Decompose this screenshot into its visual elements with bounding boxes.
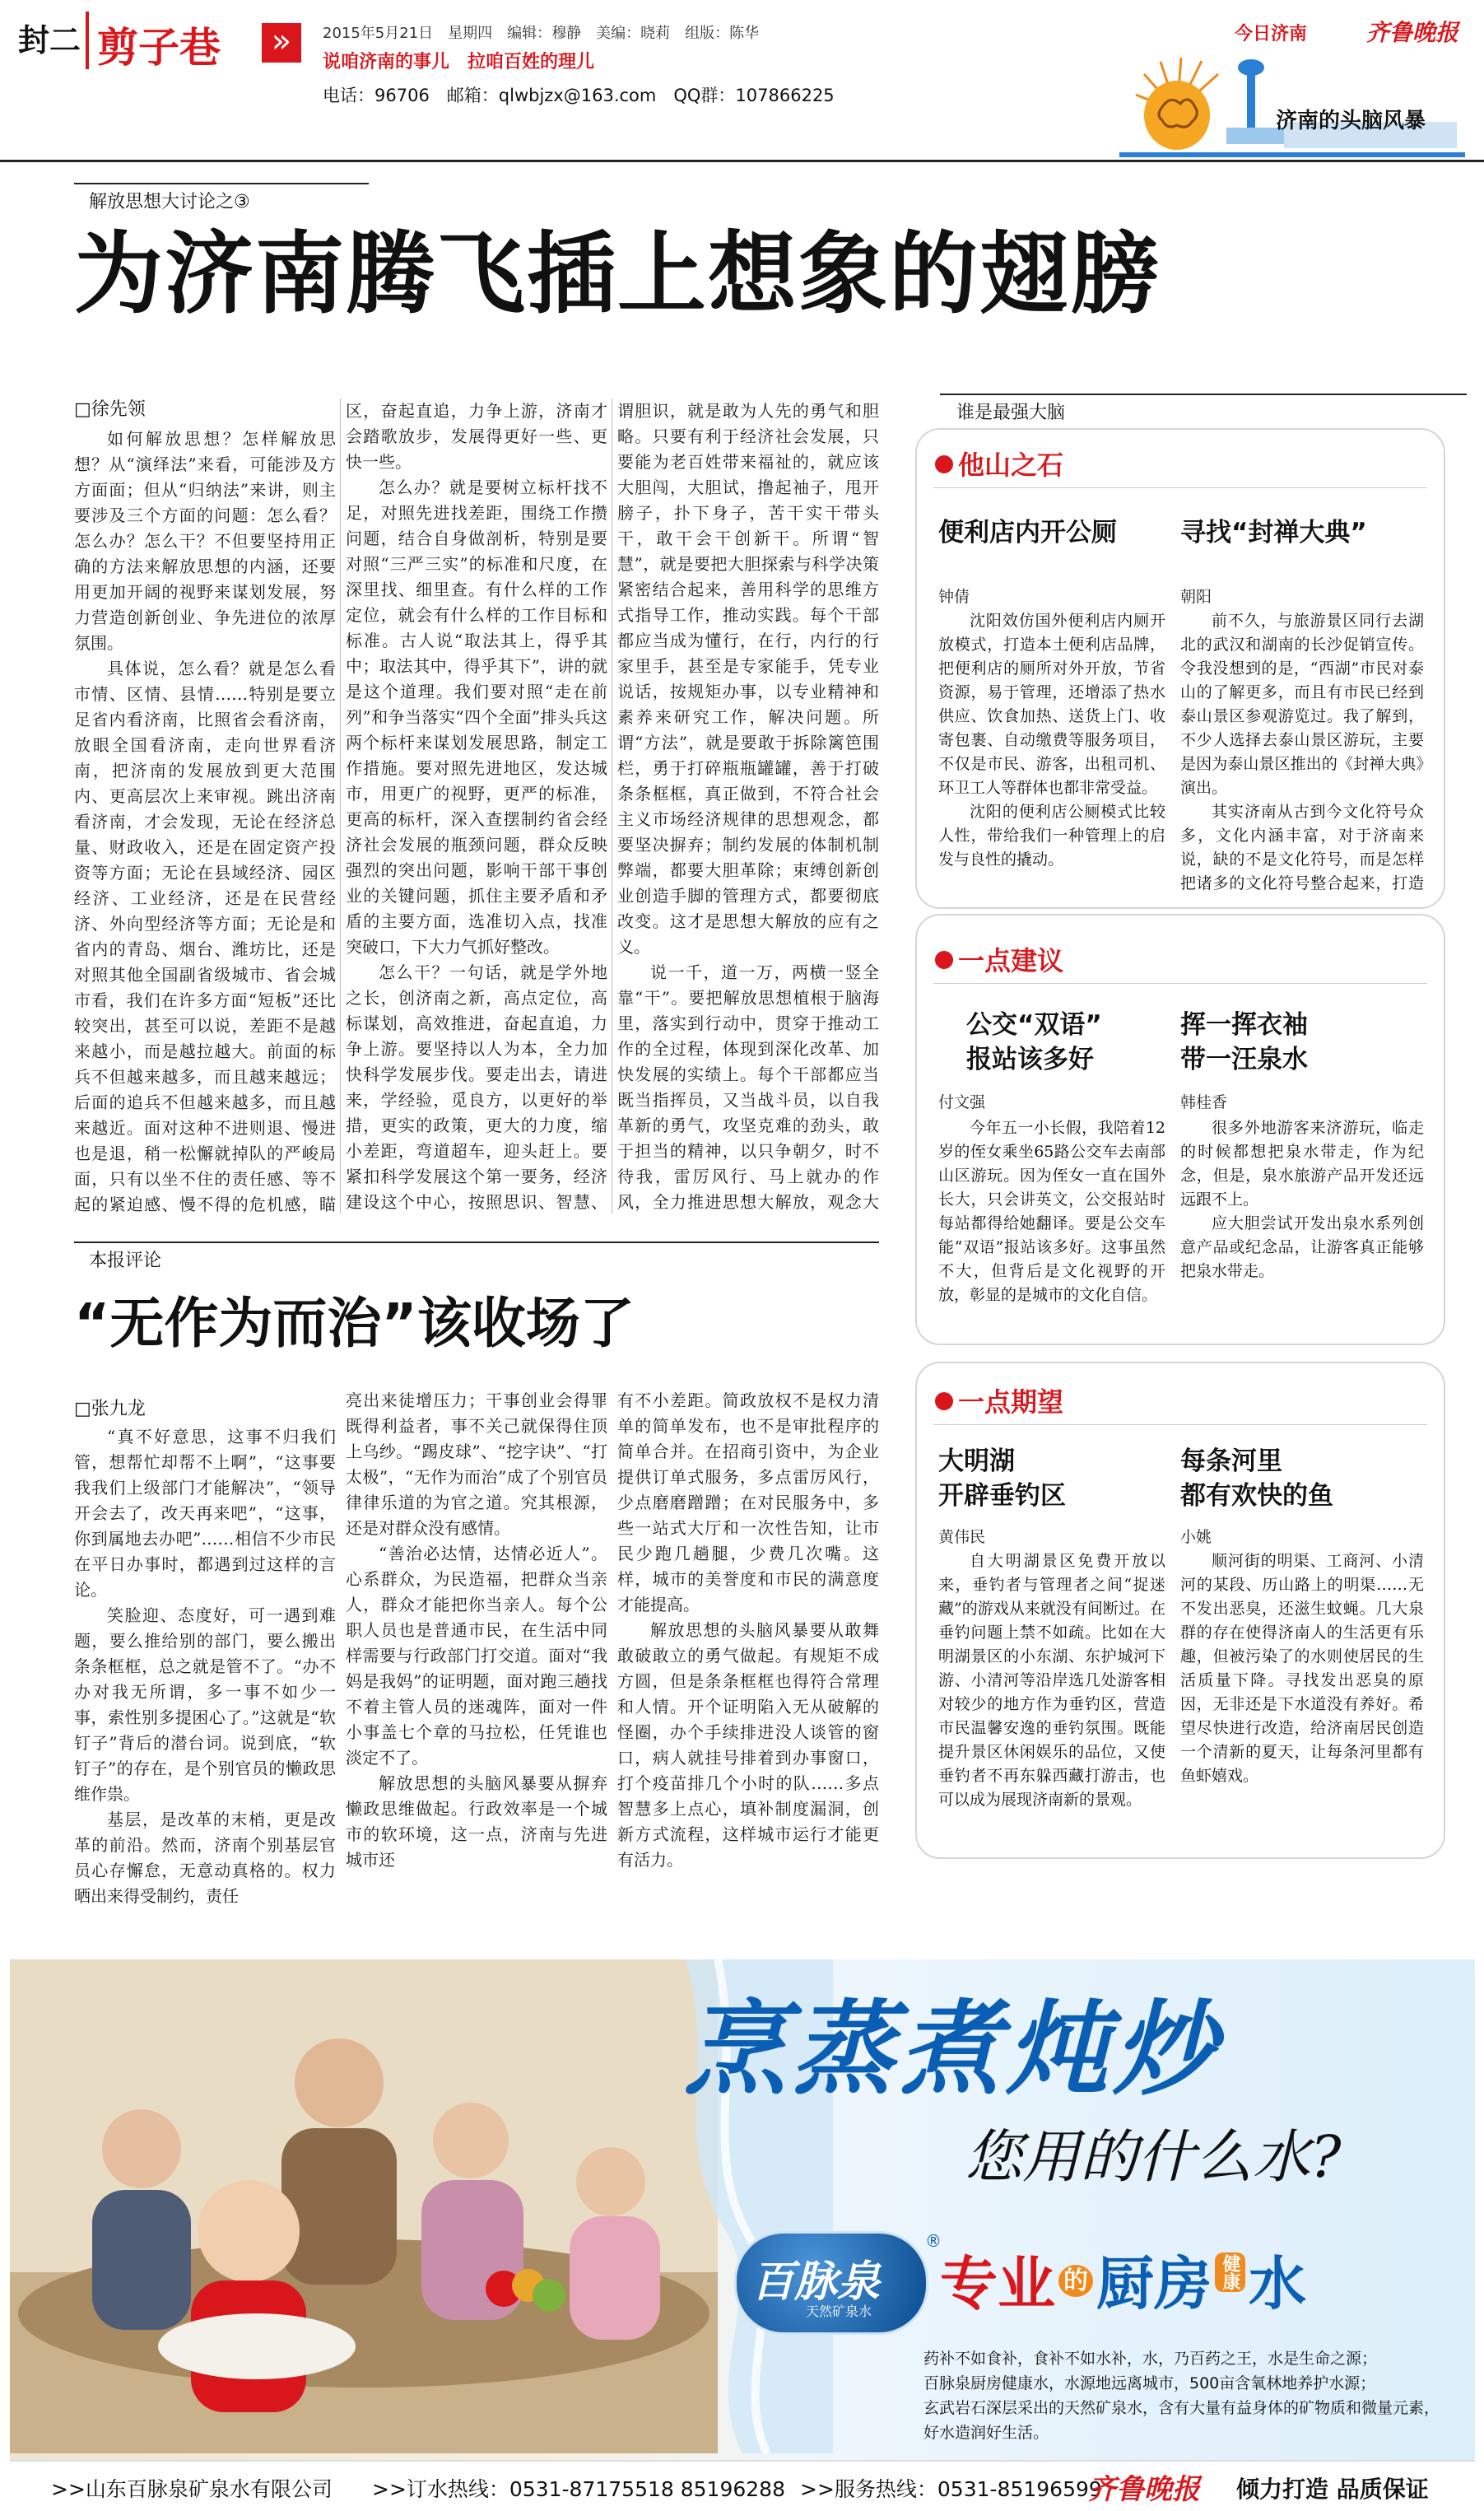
sec2-left-title-2: 报站该多好 [966, 1045, 1094, 1074]
brainstorm-label: 济南的头脑风暴 [1276, 109, 1426, 133]
ad-body-line: 百脉泉厨房健康水，水源地远离城市，500亩含氧林地养护水源； [923, 2374, 1376, 2392]
paragraph: 亮出来徒增压力；干事创业会得罪既得利益者，事不关己就保得住顶上乌纱。“踢皮球”、“挖字诀”、“打太极”，“无作为而治”成了个别官员律律乐道的为官之道。究其根源，还是对群众没有感情。 [346, 1391, 607, 1538]
paragraph: 前不久，与旅游景区同行去湖北的武汉和湖南的长沙促销宣传。令我没想到的是，“西湖”市民对泰山的了解更多，而且有市民已经到泰山景区参观游览过。我了解到，不少人选择去泰山景区游玩，主要是因为泰山景区推出的《封禅大典》演出。 [1180, 612, 1424, 797]
brand-name: 百脉泉 [751, 2257, 881, 2307]
paragraph: 谓胆识，就是敢为人先的勇气和胆略。只要有利于经济社会发展，只要能为老百姓带来福祉的，就应该大胆闯，大胆试，撸起袖子，甩开膀子，扑下身子，苦干实干带头干，敢干会干创新干。所谓“智慧”，就是要把大胆探索与科学决策紧密结合起来，善用科学的思维方式指导工作，推动实践。每个干部都应当成为懂行，在行，内行的行家里手，甚至是专家能手，凭专业说话，按规矩办事，以专业精神和素养来研究工作，解决问题。所谓“方法”，就是要敢于拆除篱笆围栏，勇于打碎瓶瓶罐罐，善于打破条条框框，真正做到，不符合社会主义市场经济规律的思想观念，都要坚决摒弃；制约发展的体制机制弊端，都要大胆革除；束缚创新创业创造手脚的管理方式，都要彻底改变。这才是思想大解放的应有之义。 [617, 401, 879, 957]
ad-order-hotline: >>订水热线：0531-87175518 85196288 [372, 2477, 785, 2501]
ad-body [923, 2346, 1458, 2445]
article2-column-1 [74, 1424, 336, 1918]
ad-service-hotline: >>服务热线：0531-85196599 [800, 2477, 1102, 2501]
family-photo [10, 1959, 718, 2453]
red-dot-icon [935, 1392, 953, 1410]
masthead [0, 0, 1484, 148]
sec2-left-author: 付文强 [938, 1093, 986, 1111]
article1-column-3 [617, 398, 879, 1214]
slogan-a: 专业 [940, 2250, 1055, 2318]
sec1-left-title: 便利店内开公厕 [938, 518, 1117, 547]
ad-body-line: 药补不如食补，食补不如水补，水，乃百药之王，水是生命之源； [923, 2350, 1378, 2368]
sec3-left-body [938, 1549, 1165, 1846]
sec3-right-body [1180, 1549, 1424, 1846]
paragraph: “真不好意思，这事不归我们管，想帮忙却帮不上啊”，“这事要我我们上级部门才能解决”，“领导开会去了，改天再来吧”，“这事，你到属地去办吧”……相信不少市民在平日办事时，都遇到过这样的言论。 [74, 1427, 336, 1600]
slogan-c: 厨房 [1096, 2250, 1212, 2318]
sec3-right-title-1: 每条河里 [1180, 1447, 1282, 1476]
ad-body-line: 玄武岩石深层采出的天然矿泉水，含有大量有益身体的矿物质和微量元素， [923, 2399, 1440, 2417]
sidebar [915, 387, 1475, 1918]
paragraph: 怎么干？一句话，就是学外地之长，创济南之新，高点定位，高标谋划，高效推进，奋起直追，力争上游。要坚持以人为本，全力加快科学发展步伐。要走出去，请进来，学经验，觅良方，以更好的举措，更实的政策，更大的力度，缩小差距，弯道超车，迎头赶上。要紧扣科学发展这个第一要务，经济建设这个中心，按照思识、智慧、 [346, 962, 607, 1212]
slogan: 说咱济南的事儿 拉咱百姓的理儿 [323, 52, 595, 72]
article2-column-3 [617, 1388, 879, 1918]
ad-company: >>山东百脉泉矿泉水有限公司 [51, 2477, 333, 2501]
red-dot-icon [935, 455, 953, 473]
ad-headline-1: 烹蒸煮炖炒 [685, 1991, 1221, 2109]
paragraph: 基层，是改革的末梢，更是改革的前沿。然而，济南个别基层官员心存懈怠，无意动真格的。权力晒出来得受制约，责任 [74, 1810, 336, 1906]
section2-label [935, 940, 1063, 978]
paragraph: 解放思想的头脑风暴要从摒弃懒政思维做起。行政效率是一个城市的软环境，这一点，济南与先进城市还 [346, 1773, 607, 1870]
sec2-right-title-1: 挥一挥衣袖 [1180, 1010, 1308, 1040]
article1-column-2 [346, 398, 607, 1214]
advertisement [10, 1959, 1475, 2511]
slogan-e: 水 [1249, 2250, 1306, 2318]
masthead-rule [0, 160, 1484, 162]
article1-column-1 [74, 426, 336, 1217]
ad-body-line: 好水造润好生活。 [923, 2424, 1049, 2442]
sidebar-header-label: 谁是最强大脑 [956, 403, 1066, 423]
sec3-left-title-1: 大明湖 [938, 1447, 1015, 1476]
ad-footer [10, 2460, 1475, 2511]
paragraph: 沈阳的便利店公厕模式比较人性，带给我们一种管理上的启发与良性的撬动。 [938, 803, 1165, 869]
article1-byline: □徐先领 [74, 399, 146, 420]
sec3-right-author: 小姚 [1180, 1528, 1212, 1546]
contact-line: 电话：96706 邮箱：qlwbjzx@163.com QQ群：107866225 [323, 86, 835, 105]
sec1-right-body [1180, 609, 1424, 897]
page-label: 封二 [18, 21, 81, 58]
newspaper-logo: 齐鲁晚报 [1366, 19, 1459, 46]
section3-label-text: 一点期望 [958, 1386, 1064, 1418]
paragraph: 笑脸迎、态度好，可一遇到难题，要么推给别的部门，要么搬出条条框框，总之就是管不了。“办不办对我无所谓，多一事不如少一事，索性别多提困心了。”这就是“软钉子”背后的潜台词。说到底，“软钉子”的存在，是个别官员的懒政思维作祟。 [74, 1605, 336, 1804]
column-divider [340, 398, 341, 1214]
paragraph: 今年五一小长假，我陪着12岁的侄女乘坐65路公交车去南部山区游玩。因为侄女一直在国外长大，只会讲英文，公交报站时每站都得给她翻译。要是公交车能“双语”报站该多好。这事虽然不大，但背后是文化视野的开放，彰显的是城市的文化自信。 [938, 1119, 1165, 1304]
section2-label-text: 一点建议 [958, 945, 1064, 976]
section-rule [933, 1424, 1427, 1425]
section3-label [935, 1381, 1063, 1419]
sidebar-section-1 [915, 428, 1445, 909]
article1-kicker: 解放思想大讨论之③ [74, 183, 369, 213]
sec1-right-title: 寻找“封禅大典” [1180, 518, 1367, 547]
brand-sub: 天然矿泉水 [806, 2304, 872, 2319]
registered-mark: ® [925, 2231, 942, 2251]
section-rule [933, 487, 1427, 488]
paragraph: 区，奋起直追，力争上游，济南才会踏歌放步，发展得更好一些、更快一些。 [346, 401, 607, 472]
sec1-left-author: 钟倩 [938, 588, 970, 606]
ad-slogan [940, 2238, 1306, 2321]
sec3-left-title-2: 开辟垂钓区 [938, 1481, 1066, 1511]
sec1-left-body [938, 609, 1165, 897]
sidebar-section-2 [915, 914, 1445, 1345]
ad-newspaper-logo: 齐鲁晚报 [1088, 2473, 1200, 2506]
paragraph: 解放思想的头脑风暴要从敢舞敢破敢立的勇气做起。有规矩不成方圆，但是条条框框也得符合常理和人情。开个证明陷入无从破解的怪圈，办个手续排进没人谈管的窗口，病人就挂号排着到办事窗口，打个疫苗排几个小时的队……多点智慧多上点心，填补制度漏洞，创新方式流程，这样城市运行才能更有活力。 [617, 1620, 879, 1870]
paragraph: 很多外地游客来济游玩，临走的时候都想把泉水带走，作为纪念，但是，泉水旅游产品开发还远远跟不上。 [1180, 1119, 1424, 1209]
brand-badge [734, 2231, 928, 2335]
paragraph: 其实济南从古到今文化符号众多，文化内涵丰富，对于济南来说，缺的不是文化符号，而是怎样把诸多的文化符号整合起来，打造 [1180, 803, 1424, 892]
slogan-b: 的 [1058, 2265, 1093, 2297]
red-dot-icon [935, 951, 953, 969]
ad-headline-2: 您用的什么水? [965, 2123, 1342, 2191]
paragraph: 怎么办？就是要树立标杆找不足，对照先进找差距，围绕工作攒问题，结合自身做剖析，特别是要对照“三严三实”的标准和尺度，在深里找、细里查。有什么样的工作定位，就会有什么样的工作目标和标准。古人说“取法其上，得乎其中；取法其中，得乎其下”，讲的就是这个道理。我们要对照“走在前列”和争当落实“四个全面”排头兵这两个标杆来谋划发展思路，制定工作措施。要对照先进地区，发达城市，用更广的视野，更严的标准，更高的标杆，深入查摆制约省会经济社会发展的瓶颈问题，群众反映强烈的突出问题，影响干部干事创业的关键问题，抓住主要矛盾和矛盾的主要方面，选准切入点，找准突破口，下大力气抓好整改。 [346, 478, 607, 957]
sidebar-section-3 [915, 1362, 1445, 1859]
paragraph: 具体说，怎么看？就是怎么看市情、区情、县情……特别是要立足省内看济南，比照省会看济南，放眼全国看济南，走向世界看济南，把济南的发展放到更大范围内、更高层次上来审视。跳出济南看济南，才会发现，无论在经济总量、财政收入，还是在固定资产投资等方面；无论在县域经济、园区经济、工业经济，还是在民营经济、外向型经济等方面；无论是和省内的青岛、烟台、潍坊比，还是对照其他全国副省级城市、省会城市看，我们在许多方面“短板”还比较突出，甚至可以说，差距不是越来越小，而是越拉越大。前面的标兵不但越来越多，而且越来越远；后面的追兵不但越来越多，而且越来越近。面对这种不进则退、慢进也是退，稍一松懈就掉队的严峻局面，只有以坐不住的责任感、等不起的紧迫感、慢不得的危机感，瞄 [74, 659, 336, 1214]
article2-title: “无作为而治”该收场了 [74, 1292, 635, 1355]
paragraph: 自大明湖景区免费开放以来，垂钓者与管理者之间“捉迷藏”的游戏从来就没有间断过。在垂钓问题上禁不如疏。比如在大明湖景区的小东湖、东护城河下游、小清河等沿岸选几处游客相对较少的地方作为垂钓区，营造市民温馨安逸的垂钓氛围。既能提升景区休闲娱乐的品位，又使垂钓者不再东躲西藏打游击，也可以成为展现济南新的景观。 [938, 1552, 1165, 1809]
column-arrow-icon: » [262, 23, 301, 63]
sec2-right-title-2: 带一汪泉水 [1180, 1045, 1308, 1074]
paragraph: 说一千，道一万，两横一竖全靠“干”。要把解放思想植根于脑海里，落实到行动中，贯穿于推动工作的全过程，体现到深化改革、加快发展的实绩上。每个干部都应当既当指挥员，又当战斗员，以自我革新的勇气，攻坚克难的劲头，敢于担当的精神，以只争朝夕，时不待我，雷厉风行、马上就办的作风，全力推进思想大解放，观念大 [617, 962, 879, 1212]
sec1-right-author: 朝阳 [1180, 588, 1212, 606]
section1-label [935, 445, 1063, 482]
sec3-right-title-2: 都有欢快的鱼 [1180, 1481, 1333, 1511]
section-rule [933, 983, 1427, 984]
sec2-left-title-1: 公交“双语” [966, 1010, 1102, 1040]
sec2-left-body [938, 1116, 1165, 1339]
sec2-right-body [1180, 1116, 1424, 1339]
paragraph: 顺河街的明渠、工商河、小清河的某段、历山路上的明渠……无不发出恶臭，还滋生蚊蝇。几大泉群的存在使得济南人的生活更有乐趣，但被污染了的水则使居民的生活质量下降。寻找发出恶臭的原因，无非还是下水道没有养好。希望尽快进行改造，给济南居民创造一个清新的夏天，让每条河里都有鱼虾嬉戏。 [1180, 1552, 1424, 1785]
article2-byline: □张九龙 [74, 1399, 146, 1419]
date-line: 2015年5月21日 星期四 编辑：穆静 美编：晓莉 组版：陈华 [323, 25, 760, 42]
paragraph: 如何解放思想？怎样解放思想？从“演绎法”来看，可能涉及方方面面；但从“归纳法”来讲，则主要涉及三个方面的问题：怎么看？怎么办？怎么干？不但要坚持用正确的方法来解放思想的内涵，还要用更加开阔的视野来谋划发展，努力营造创新创业、争先进位的浓厚氛围。 [74, 429, 336, 653]
ad-newspaper-slogan: 倾力打造 品质保证 [1236, 2476, 1429, 2503]
paragraph: 有不小差距。简政放权不是权力清单的简单发布，也不是审批程序的简单合并。在招商引资中，为企业提供订单式服务，多点雷厉风行，少点磨磨蹭蹭；在对民服务中，多些一站式大厅和一次性告知，让市民少跑几趟腿，少费几次嘴。这样，城市的美誉度和市民的满意度才能提高。 [617, 1391, 879, 1614]
sidebar-header [940, 394, 1467, 423]
column-name: 剪子巷 [97, 23, 221, 72]
paragraph: 沈阳效仿国外便利店内厕开放模式，打造本土便利店品牌，把便利店的厕所对外开放，节省资源，易于管理，还增添了热水供应、饮食加热、送货上门、收寄包裹、自动缴费等服务项目，不仅是市民、游客，出租司机、环卫工人等群体也都非常受益。 [938, 612, 1165, 797]
paragraph: 应大胆尝试开发出泉水系列创意产品或纪念品，让游客真正能够把泉水带走。 [1180, 1214, 1424, 1280]
right-title: 今日济南 [1235, 24, 1308, 44]
sec3-left-author: 黄伟民 [938, 1528, 986, 1546]
article1-title: 为济南腾飞插上想象的翅膀 [74, 223, 1161, 326]
article2-kicker: 本报评论 [74, 1242, 879, 1272]
paragraph: “善治必达情，达情必近人”。心系群众，为民造福，把群众当亲人，群众才能把你当亲人。每个公职人员也是普通市民，在生活中同样需要与行政部门打交道。面对“我妈是我妈”的证明题，面对跑三趟找不着主管人员的迷魂阵，面对一件小事盖七个章的马拉松，任凭谁也淡定不了。 [346, 1544, 607, 1768]
section1-label-text: 他山之石 [958, 450, 1064, 481]
column-name-badge [86, 12, 311, 72]
slogan-d: 健康 [1215, 2252, 1245, 2292]
article2-column-2 [346, 1388, 607, 1918]
sec2-right-author: 韩桂香 [1180, 1093, 1228, 1111]
